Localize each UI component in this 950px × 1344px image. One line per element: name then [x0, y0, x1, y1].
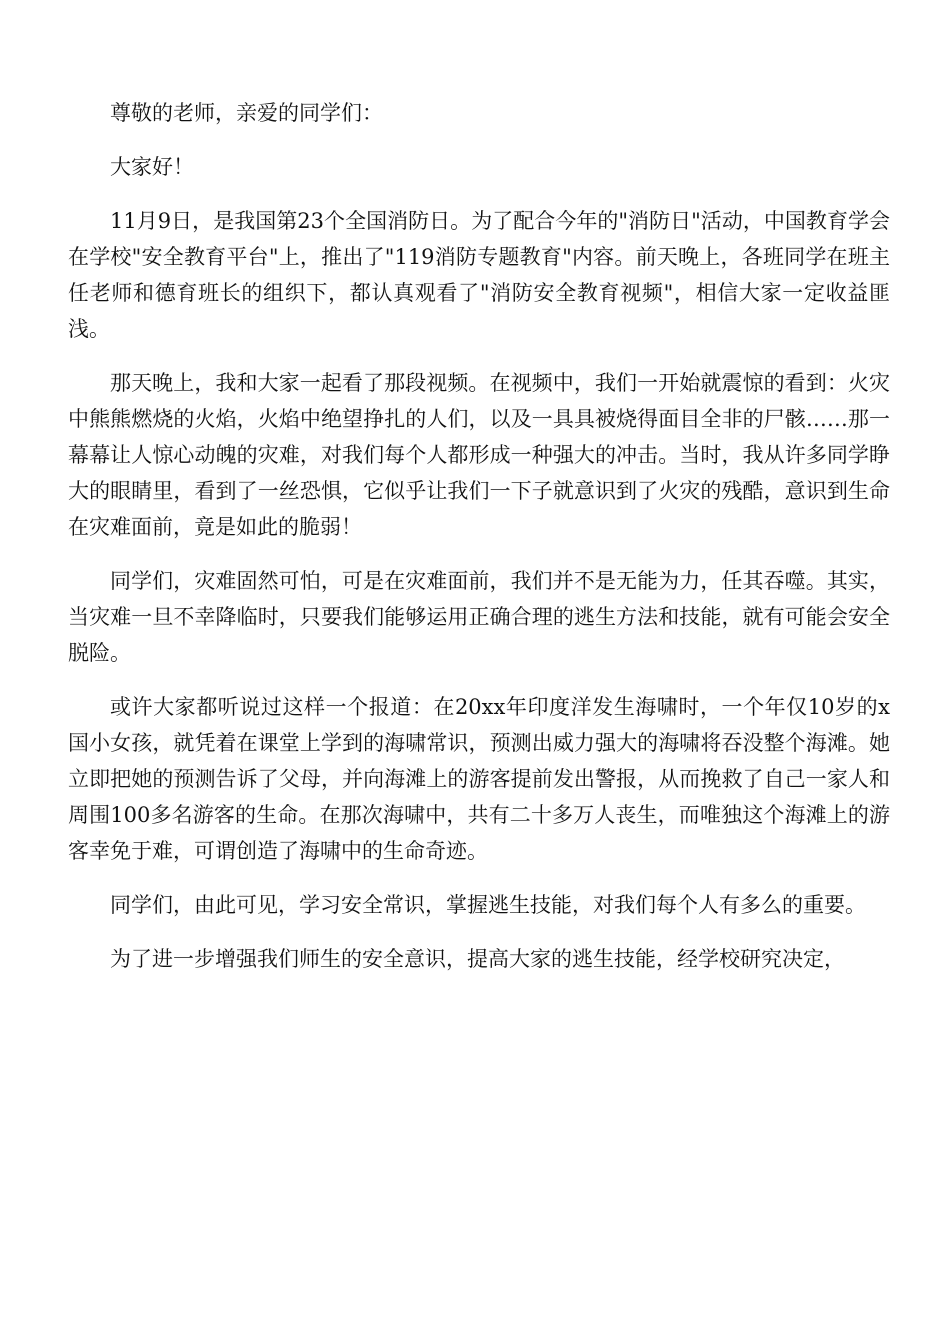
paragraph: 同学们，灾难固然可怕，可是在灾难面前，我们并不是无能为力，任其吞噬。其实，当灾难一旦不幸降临时，只要我们能够运用正确合理的逃生方法和技能，就有可能会安全脱险。: [68, 569, 890, 665]
paragraph: 或许大家都听说过这样一个报道：在20xx年印度洋发生海啸时，一个年仅10岁的x国小女孩，就凭着在课堂上学到的海啸常识，预测出威力强大的海啸将吞没整个海滩。她立即把她的预测告诉了父母，并向海滩上的游客提前发出警报，从而挽救了自己一家人和周围100多名游客的生命。在那次海啸中，共有二十多万人丧生，而唯独这个海滩上的游客幸免于难，可谓创造了海啸中的生命奇迹。: [68, 695, 890, 863]
salutation: 尊敬的老师，亲爱的同学们：: [110, 101, 383, 125]
paragraph: 那天晚上，我和大家一起看了那段视频。在视频中，我们一开始就震惊的看到：火灾中熊熊燃烧的火焰，火焰中绝望挣扎的人们，以及一具具被烧得面目全非的尸骸……那一幕幕让人惊心动魄的灾难，对我们每个人都形成一种强大的冲击。当时，我从许多同学睁大的眼睛里，看到了一丝恐惧，它似乎让我们一下子就意识到了火灾的残酷，意识到生命在灾难面前，竟是如此的脆弱！: [68, 371, 890, 539]
paragraph: 为了进一步增强我们师生的安全意识，提高大家的逃生技能，经学校研究决定，: [110, 947, 845, 971]
paragraph: 11月9日，是我国第23个全国消防日。为了配合今年的"消防日"活动，中国教育学会在学校"安全教育平台"上，推出了"119消防专题教育"内容。前天晚上，各班同学在班主任老师和德育班长的组织下，都认真观看了"消防安全教育视频"，相信大家一定收益匪浅。: [68, 209, 890, 341]
document-body: [68, 95, 890, 995]
greeting: 大家好！: [110, 155, 194, 179]
paragraph: 同学们，由此可见，学习安全常识，掌握逃生技能，对我们每个人有多么的重要。: [110, 893, 866, 917]
